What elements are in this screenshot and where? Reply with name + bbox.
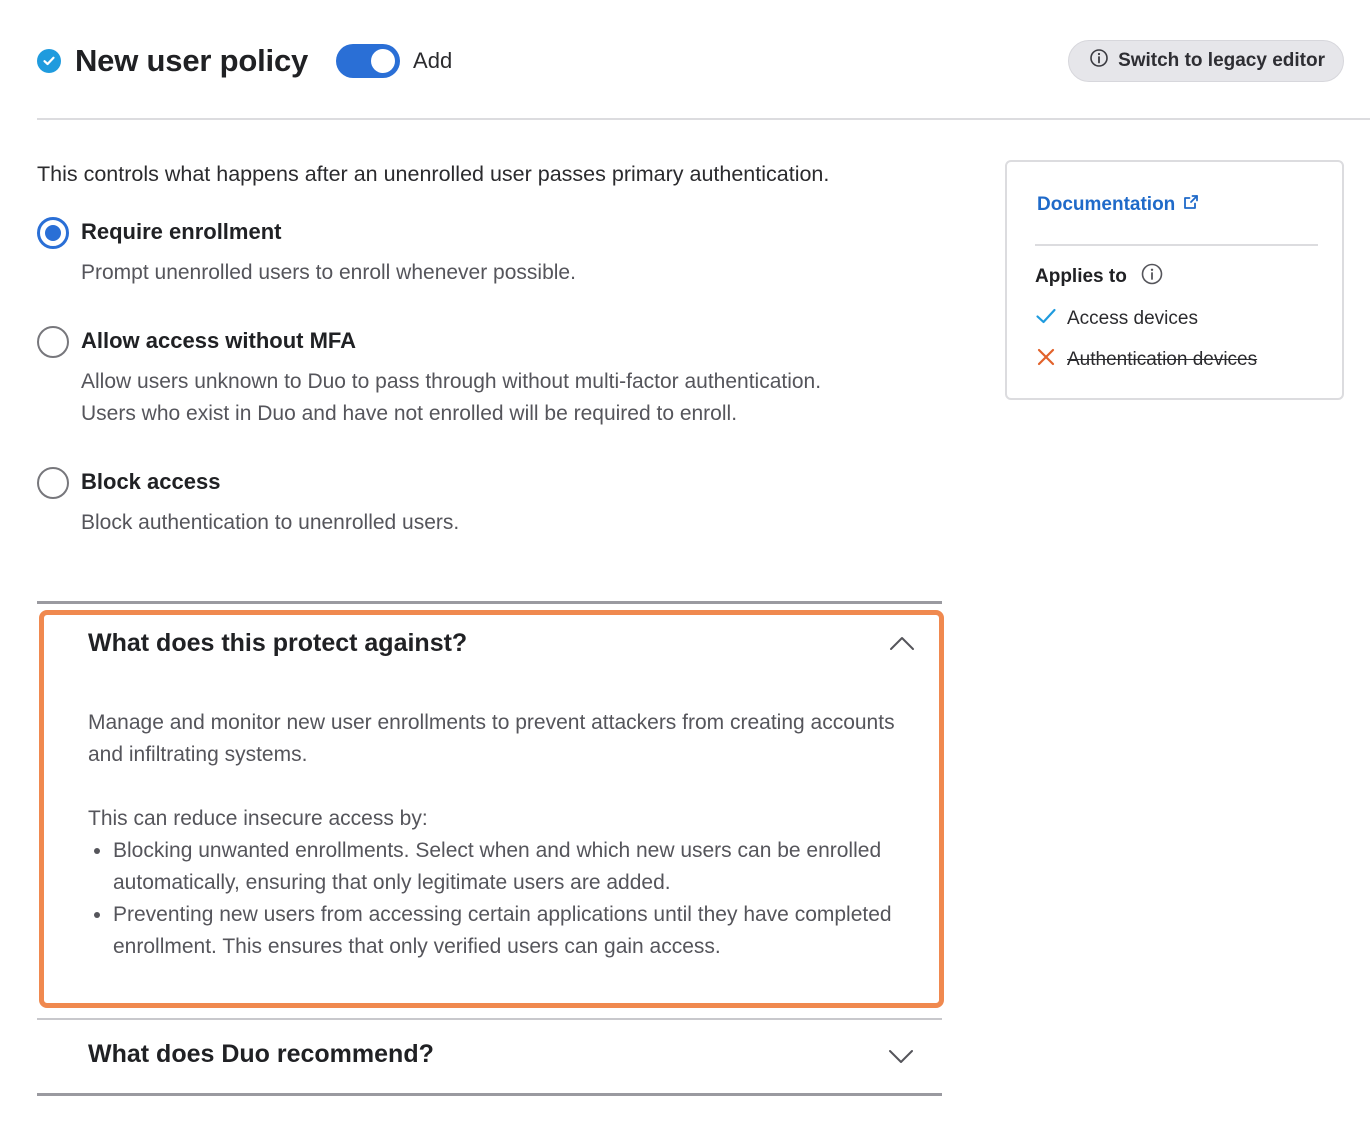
accordion-body <box>88 707 898 963</box>
option-description: Block authentication to unenrolled users. <box>81 511 460 534</box>
accordion-divider <box>37 601 942 604</box>
option-description <box>81 366 961 430</box>
applies-to-label: Applies to <box>1035 266 1127 287</box>
applies-item-access-devices <box>1035 305 1198 333</box>
accordion-recommend-heading[interactable]: What does Duo recommend? <box>88 1040 434 1068</box>
radio-require-enrollment[interactable] <box>37 217 69 249</box>
info-icon[interactable] <box>1141 263 1163 291</box>
option-title: Require enrollment <box>81 219 282 244</box>
option-description-line: Users who exist in Duo and have not enrolled will be required to enroll. <box>81 402 738 425</box>
x-icon <box>1035 346 1057 374</box>
chevron-down-icon[interactable] <box>888 1048 914 1069</box>
accordion-protect-against <box>39 610 944 1008</box>
chevron-up-icon[interactable] <box>889 635 915 656</box>
policy-toggle[interactable] <box>336 44 400 78</box>
external-link-icon <box>1183 194 1199 216</box>
option-block-access[interactable] <box>37 467 957 547</box>
sidebar-divider <box>1035 244 1318 246</box>
header-divider <box>37 118 1370 120</box>
accordion-paragraph: Manage and monitor new user enrollments to prevent attackers from creating accounts and infiltrating systems. <box>88 711 895 766</box>
option-title: Block access <box>81 469 221 494</box>
switch-legacy-editor-button[interactable] <box>1068 40 1344 82</box>
applies-item-label: Access devices <box>1067 308 1198 329</box>
accordion-heading[interactable]: What does this protect against? <box>88 629 468 657</box>
intro-text: This controls what happens after an unenrolled user passes primary authentication. <box>37 162 830 186</box>
list-item: • Preventing new users from accessing certain applications until they have completed enrollment. This ensures that only verified users can gain access. <box>113 899 898 963</box>
info-icon <box>1089 48 1109 74</box>
radio-allow-without-mfa[interactable] <box>37 326 69 358</box>
check-icon <box>1035 305 1057 333</box>
accordion-bullet-list <box>113 835 898 963</box>
accordion-divider <box>37 1018 942 1020</box>
option-title: Allow access without MFA <box>81 328 357 353</box>
option-description: Prompt unenrolled users to enroll whenever possible. <box>81 261 576 284</box>
sidebar-card <box>1005 160 1344 400</box>
radio-block-access[interactable] <box>37 467 69 499</box>
option-description-line: Allow users unknown to Duo to pass through without multi-factor authentication. <box>81 370 822 393</box>
documentation-link[interactable] <box>1037 194 1199 216</box>
option-allow-without-mfa[interactable] <box>37 326 957 438</box>
list-item: • Blocking unwanted enrollments. Select when and which new users can be enrolled automatically, ensuring that only legitimate users are added. <box>113 835 898 899</box>
applies-item-authentication-devices <box>1035 346 1257 374</box>
accordion-divider <box>37 1093 942 1096</box>
documentation-link-label: Documentation <box>1037 194 1176 215</box>
header <box>37 36 1344 86</box>
accordion-list-intro: This can reduce insecure access by: <box>88 807 428 830</box>
option-require-enrollment[interactable] <box>37 217 957 297</box>
toggle-knob <box>371 49 395 73</box>
page-title: New user policy <box>75 43 309 78</box>
legacy-button-label: Switch to legacy editor <box>1118 50 1325 71</box>
status-check-icon <box>37 49 61 73</box>
applies-to-heading <box>1035 263 1163 291</box>
toggle-label: Add <box>413 48 453 73</box>
applies-item-label: Authentication devices <box>1067 349 1258 370</box>
